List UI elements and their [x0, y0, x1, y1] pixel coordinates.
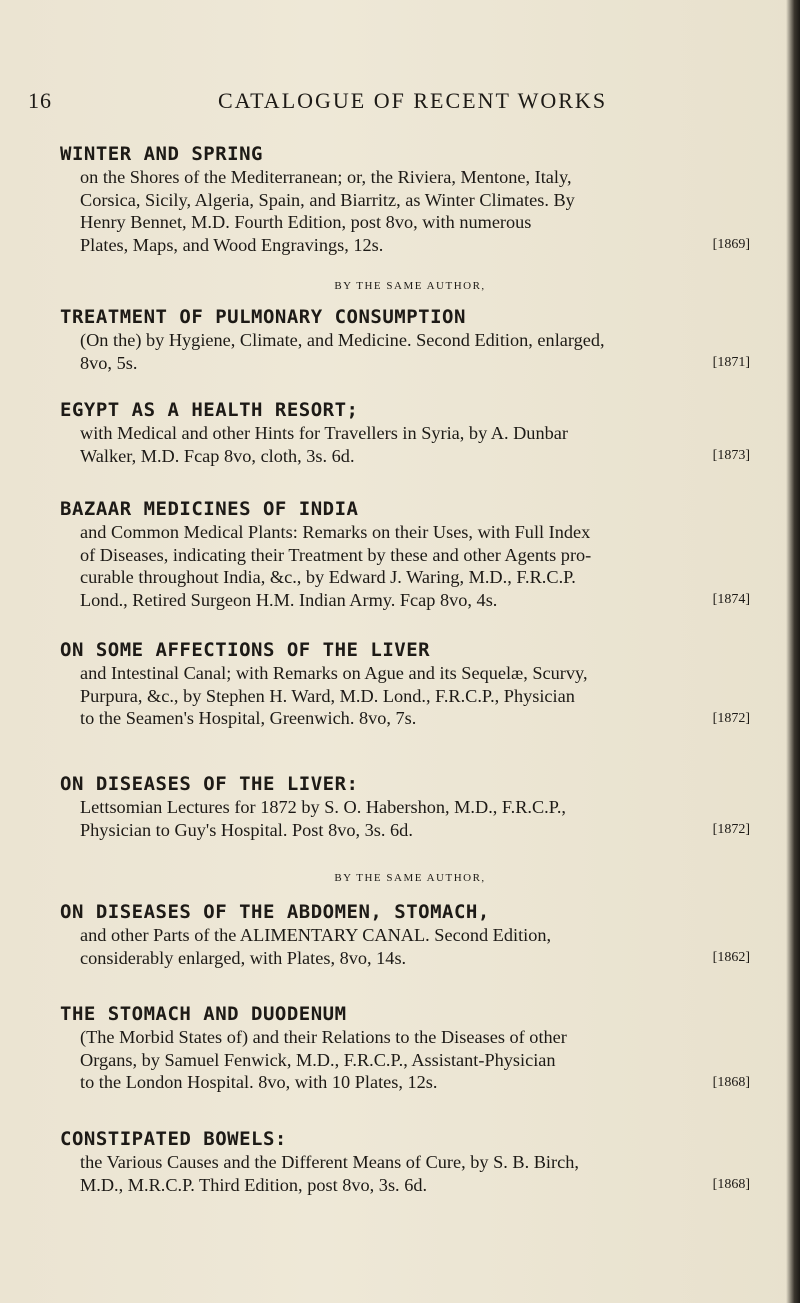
date-code: [1871] — [712, 355, 750, 370]
date-code: [1862] — [712, 950, 750, 965]
description-line: on the Shores of the Mediterranean; or, the Riviera, Mentone, Italy, — [80, 167, 572, 187]
entry-title: WINTER AND SPRING — [60, 143, 263, 165]
catalogue-entry — [60, 900, 750, 969]
catalogue-entry — [60, 1002, 750, 1094]
entry-title: ON DISEASES OF THE ABDOMEN, STOMACH, — [60, 901, 490, 923]
entry-title: CONSTIPATED BOWELS: — [60, 1128, 287, 1150]
date-code: [1868] — [712, 1177, 750, 1192]
description-line: Plates, Maps, and Wood Engravings, 12s. — [80, 234, 384, 255]
description-line: and Common Medical Plants: Remarks on their Uses, with Full Index — [80, 522, 591, 542]
description-line: Corsica, Sicily, Algeria, Spain, and Biarritz, as Winter Climates. By — [80, 189, 575, 210]
entry-description — [60, 662, 750, 730]
description-line: (The Morbid States of) and their Relations to the Diseases of other — [80, 1027, 567, 1047]
description-line: curable throughout India, &c., by Edward J. Waring, M.D., F.R.C.P. — [80, 567, 576, 587]
catalogue-entry — [60, 497, 750, 611]
description-line: Lond., Retired Surgeon H.M. Indian Army. Fcap 8vo, 4s. — [80, 589, 498, 610]
description-line: Organs, by Samuel Fenwick, M.D., F.R.C.P., Assistant-Physician — [80, 1049, 556, 1070]
same-author-byline: BY THE SAME AUTHOR, — [334, 280, 486, 292]
description-line: and other Parts of the ALIMENTARY CANAL. Second Edition, — [80, 925, 552, 945]
catalogue-entry — [60, 142, 750, 256]
page-number: 16 — [28, 88, 52, 113]
description-line: to the London Hospital. 8vo, with 10 Plates, 12s. — [80, 1072, 438, 1092]
description-line: considerably enlarged, with Plates, 8vo, 14s. — [80, 947, 407, 968]
page-header — [28, 88, 738, 118]
description-line: with Medical and other Hints for Travellers in Syria, by A. Dunbar — [80, 423, 568, 443]
same-author-byline: BY THE SAME AUTHOR, — [334, 872, 486, 884]
entry-description — [60, 924, 750, 969]
description-line: Walker, M.D. Fcap 8vo, cloth, 3s. 6d. — [80, 445, 355, 466]
entry-description — [60, 422, 750, 467]
description-line: 8vo, 5s. — [80, 352, 138, 373]
entry-description — [60, 1026, 750, 1094]
description-line: to the Seamen's Hospital, Greenwich. 8vo, 7s. — [80, 708, 417, 728]
catalogue-entry — [60, 398, 750, 467]
date-code: [1869] — [712, 237, 750, 252]
description-line: (On the) by Hygiene, Climate, and Medicine. Second Edition, enlarged, — [80, 330, 605, 350]
description-line: and Intestinal Canal; with Remarks on Ague and its Sequelæ, Scurvy, — [80, 663, 588, 683]
entry-description — [60, 1151, 750, 1196]
entry-title: BAZAAR MEDICINES OF INDIA — [60, 498, 359, 520]
date-code: [1874] — [712, 592, 750, 607]
entry-title: ON SOME AFFECTIONS OF THE LIVER — [60, 639, 431, 661]
description-line: Purpura, &c., by Stephen H. Ward, M.D. Lond., F.R.C.P., Physician — [80, 685, 575, 706]
catalogue-entry — [60, 1127, 750, 1196]
date-code: [1868] — [712, 1074, 750, 1090]
entry-description — [60, 166, 750, 256]
running-head: CATALOGUE OF RECENT WORKS — [218, 88, 608, 113]
date-code: [1872] — [712, 822, 750, 837]
entry-description — [60, 796, 750, 841]
page-edge-shadow — [786, 0, 800, 1303]
description-line: M.D., M.R.C.P. Third Edition, post 8vo, 3s. 6d. — [80, 1174, 428, 1195]
description-line: the Various Causes and the Different Means of Cure, by S. B. Birch, — [80, 1152, 579, 1172]
description-line: Physician to Guy's Hospital. Post 8vo, 3s. 6d. — [80, 819, 413, 840]
entry-title: TREATMENT OF PULMONARY CONSUMPTION — [60, 306, 466, 328]
catalogue-entry — [60, 638, 750, 730]
date-code: [1873] — [712, 448, 750, 463]
catalogue-entry — [60, 772, 750, 841]
entry-title: THE STOMACH AND DUODENUM — [60, 1003, 347, 1025]
entry-title: EGYPT AS A HEALTH RESORT; — [60, 399, 359, 421]
description-line: Henry Bennet, M.D. Fourth Edition, post 8vo, with numerous — [80, 212, 532, 232]
description-line: of Diseases, indicating their Treatment by these and other Agents pro- — [80, 544, 592, 565]
description-line: Lettsomian Lectures for 1872 by S. O. Habershon, M.D., F.R.C.P., — [80, 797, 566, 817]
catalogue-entry — [60, 305, 750, 374]
entry-description — [60, 329, 750, 374]
entry-title: ON DISEASES OF THE LIVER: — [60, 773, 359, 795]
entry-description — [60, 521, 750, 611]
date-code: [1872] — [712, 710, 750, 726]
